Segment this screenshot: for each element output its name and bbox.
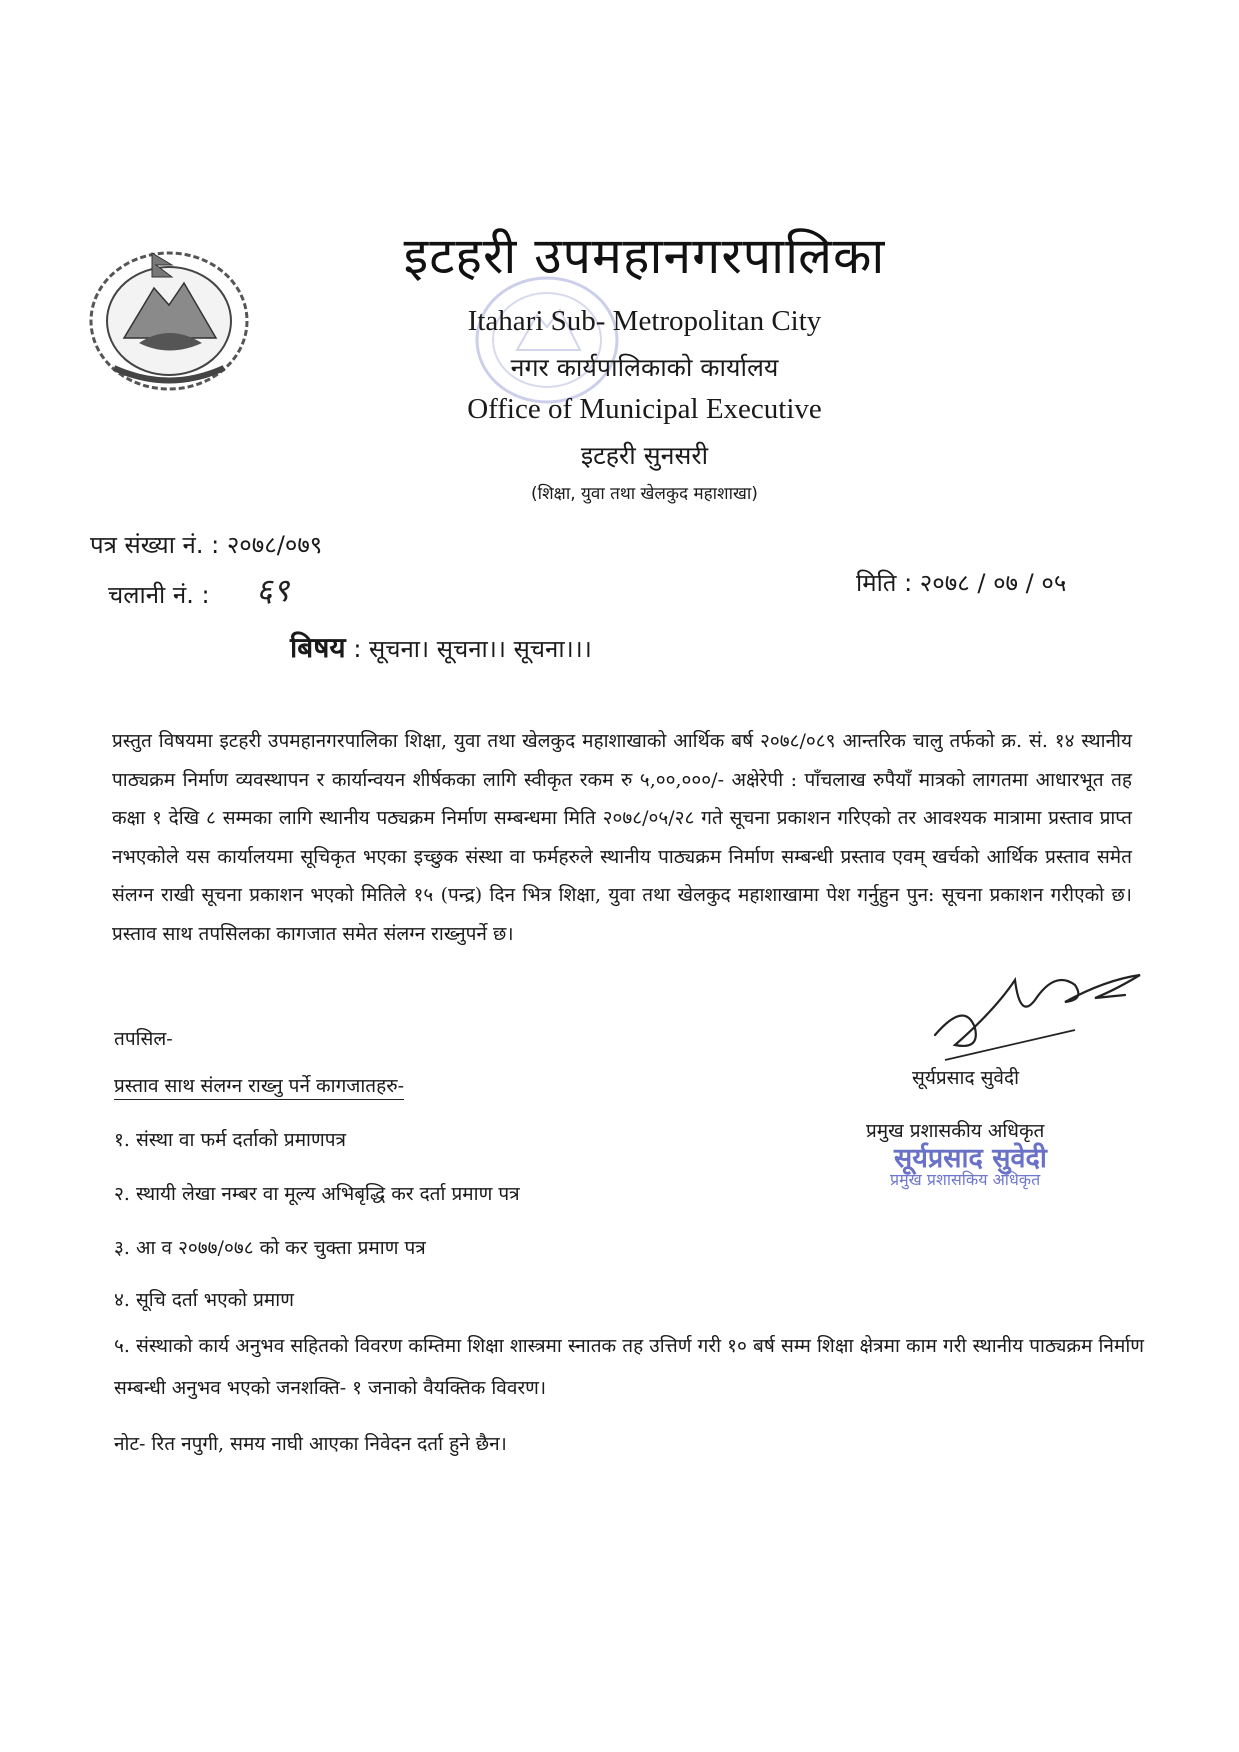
stamp-title: प्रमुख प्रशासकिय अधिकृत (890, 1170, 1041, 1189)
notice-body-paragraph: प्रस्तुत विषयमा इटहरी उपमहानगरपालिका शिक्षा, युवा तथा खेलकुद महाशाखाको आर्थिक बर्ष २०७८/०८९ आन्तरिक चालु तर्फको क्र. सं. १४ स्थानीय पाठ्यक्रम निर्माण व्यवस्थापन र कार्यान्वयन शीर्षकका लागि स्वीकृत रकम रु ५,००,०००/- अक्षेरेपी : पाँचलाख रुपैयाँ मात्रको लागतमा आधारभूत तह कक्षा १ देखि ८ सम्मका लागि स्थानीय पठ्यक्रम निर्माण सम्बन्धमा मिति २०७८/०५/२८ गते सूचना प्रकाशन गरिएको तर आवश्यक मात्रामा प्रस्ताव प्राप्त नभएकोले यस कार्यालयमा सूचिकृत भएका इच्छुक संस्था वा फर्महरुले स्थानीय पाठ्यक्रम निर्माण सम्बन्धी प्रस्ताव एवम् खर्चको आर्थिक प्रस्ताव समेत संलग्न राखी सूचना प्रकाशन भएको मितिले १५ (पन्द्र) दिन भित्र शिक्षा, युवा तथा खेलकुद महाशाखामा पेश गर्नुहुन पुन: सूचना प्रकाशन गरीएको छ। प्रस्ताव साथ तपसिलका कागजात समेत संलग्न राख्नुपर्ने छ। (112, 730, 1132, 945)
stamp-name: सूर्यप्रसाद सुवेदी (894, 1143, 1047, 1174)
subject-text: : सूचना। सूचना।। सूचना।।। (353, 635, 592, 663)
subject-line (290, 628, 592, 666)
document-item-5: ५. संस्थाको कार्य अनुभव सहितको विवरण कम्तिमा शिक्षा शास्त्रमा स्नातक तह उत्तिर्ण गरी १० बर्ष सम्म शिक्षा क्षेत्रमा काम गरी स्थानीय पाठ्यक्रम निर्माण सम्बन्धी अनुभव भएको जनशक्ति- १ जनाको वैयक्तिक विवरण। (114, 1335, 1144, 1399)
division-name: (शिक्षा, युवा तथा खेलकुद महाशाखा) (531, 484, 758, 504)
office-location: इटहरी सुनसरी (580, 441, 709, 470)
office-title-english: Itahari Sub- Metropolitan City (467, 305, 822, 337)
document-item-2: २. स्थायी लेखा नम्बर वा मूल्य अभिबृद्धि कर दर्ता प्रमाण पत्र (114, 1183, 520, 1205)
office-name-nepali: नगर कार्यपालिकाको कार्यालय (510, 353, 779, 382)
documents-heading (114, 1072, 404, 1098)
documents-heading-text: प्रस्ताव साथ संलग्न राख्नु पर्ने कागजातहरु- (114, 1075, 404, 1100)
details-label: तपसिल- (114, 1028, 173, 1050)
document-item-4: ४. सूचि दर्ता भएको प्रमाण (114, 1289, 294, 1311)
document-item-1: १. संस्था वा फर्म दर्ताको प्रमाणपत्र (114, 1129, 346, 1151)
dispatch-number-handwritten: ६९ (256, 571, 290, 609)
signatory-title: प्रमुख प्रशासकीय अधिकृत (866, 1120, 1045, 1142)
signatory-name: सूर्यप्रसाद सुवेदी (912, 1067, 1019, 1089)
document-item-3: ३. आ व २०७७/०७८ को कर चुक्ता प्रमाण पत्र (114, 1237, 426, 1259)
dispatch-number-label: चलानी नं. : (108, 581, 210, 609)
letter-number: पत्र संख्या नं. : २०७८/०७९ (90, 531, 323, 559)
letter-date: मिति : २०७८ / ०७ / ०५ (856, 569, 1067, 597)
office-title-nepali: इटहरी उपमहानगरपालिका (403, 227, 886, 285)
handwritten-signature (925, 940, 1165, 1080)
note-line: नोट- रित नपुगी, समय नाघी आएका निवेदन दर्ता हुने छैन। (114, 1433, 507, 1455)
subject-label: बिषय (290, 631, 346, 664)
office-name-english: Office of Municipal Executive (467, 393, 822, 425)
